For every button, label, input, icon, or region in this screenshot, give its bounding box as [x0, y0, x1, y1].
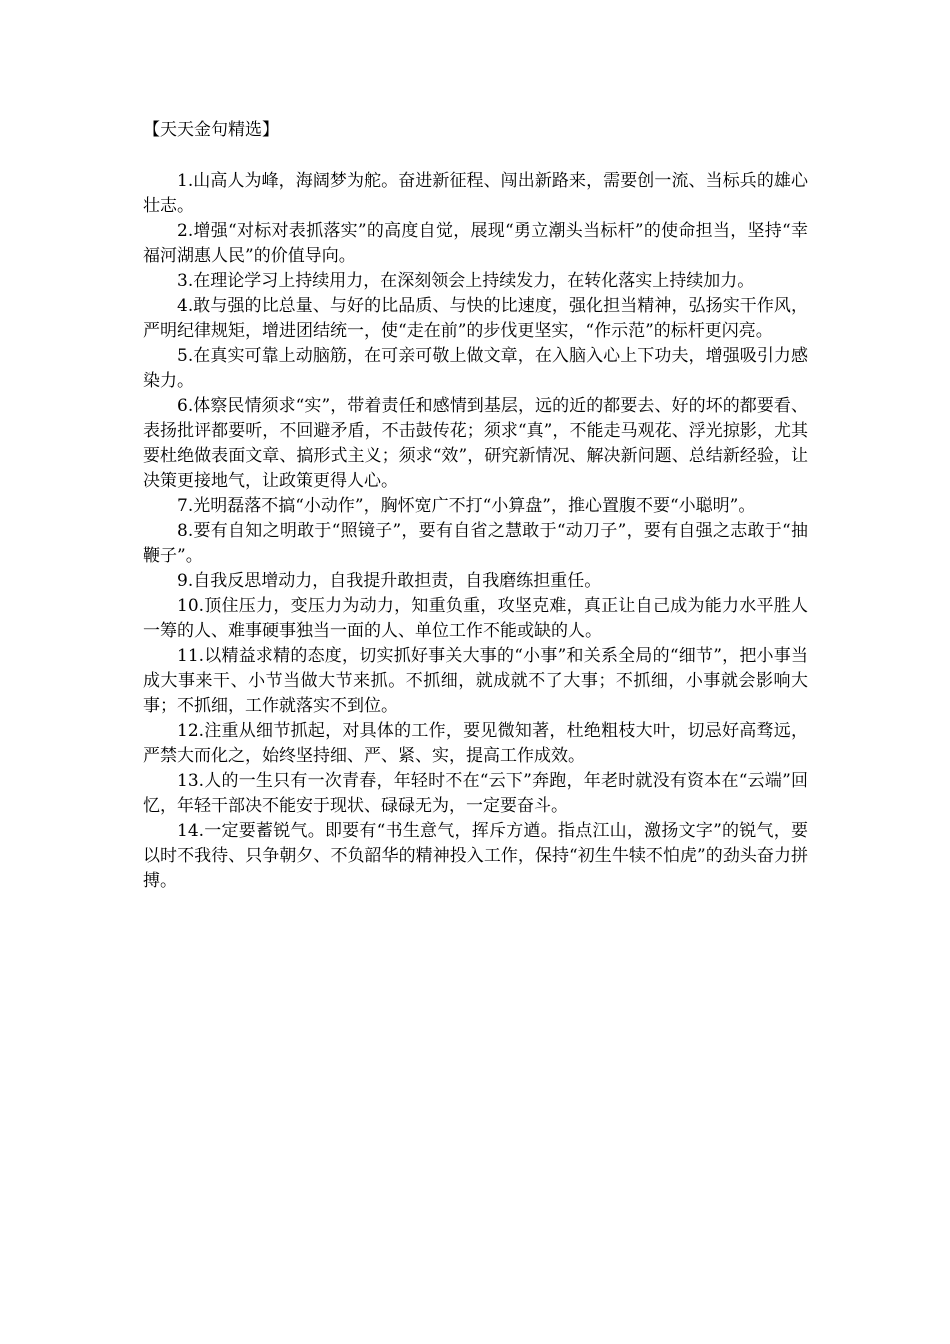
quote-item-3: 3.在理论学习上持续用力，在深刻领会上持续发力，在转化落实上持续加力。: [177, 271, 755, 291]
quote-item-6: 6.体察民情须求“实”，带着责任和感情到基层，远的近的都要去、好的坏的都要看、表扬批评都要听，不回避矛盾，不击鼓传花；须求“真”，不能走马观花、浮光掠影，尤其要杜绝做表面文章、搞形式主义；须求“效”，研究新情况、解决新问题、总结新经验，让决策更接地气，让政策更得人心。: [143, 396, 808, 491]
quote-item-13: 13.人的一生只有一次青春，年轻时不在“云下”奔跑，年老时就没有资本在“云端”回忆，年轻干部决不能安于现状、碌碌无为，一定要奋斗。: [143, 771, 808, 816]
quote-item-12: 12.注重从细节抓起，对具体的工作，要见微知著，杜绝粗枝大叶，切忌好高骛远，严禁大而化之，始终坚持细、严、紧、实，提高工作成效。: [143, 721, 808, 766]
document-body: [143, 118, 808, 894]
quote-item-1: 1.山高人为峰，海阔梦为舵。奋进新征程、闯出新路来，需要创一流、当标兵的雄心壮志。: [143, 171, 808, 216]
quote-item-9: 9.自我反思增动力，自我提升敢担责，自我磨练担重任。: [177, 571, 602, 591]
quote-item-2: 2.增强“对标对表抓落实”的高度自觉，展现“勇立潮头当标杆”的使命担当，坚持“幸福河湖惠人民”的价值导向。: [143, 221, 808, 266]
quote-item-8: 8.要有自知之明敢于“照镜子”，要有自省之慧敢于“动刀子”，要有自强之志敢于“抽鞭子”。: [143, 521, 808, 566]
quote-item-4: 4.敢与强的比总量、与好的比品质、与快的比速度，强化担当精神，弘扬实干作风，严明纪律规矩，增进团结统一，使“走在前”的步伐更坚实，“作示范”的标杆更闪亮。: [143, 296, 808, 341]
quote-item-14: 14.一定要蓄锐气。即要有“书生意气，挥斥方遒。指点江山，激扬文字”的锐气，要以时不我待、只争朝夕、不负韶华的精神投入工作，保持“初生牛犊不怕虎”的劲头奋力拼搏。: [143, 821, 808, 891]
quote-item-5: 5.在真实可靠上动脑筋，在可亲可敬上做文章，在入脑入心上下功夫，增强吸引力感染力。: [143, 346, 808, 391]
document-title: 【天天金句精选】: [143, 120, 279, 140]
quote-item-7: 7.光明磊落不搞“小动作”，胸怀宽广不打“小算盘”，推心置腹不要“小聪明”。: [177, 496, 756, 516]
quote-item-11: 11.以精益求精的态度，切实抓好事关大事的“小事”和关系全局的“细节”，把小事当成大事来干、小节当做大节来抓。不抓细，就成就不了大事；不抓细，小事就会影响大事；不抓细，工作就落实不到位。: [143, 646, 808, 716]
quote-item-10: 10.顶住压力，变压力为动力，知重负重，攻坚克难，真正让自己成为能力水平胜人一筹的人、难事硬事独当一面的人、单位工作不能或缺的人。: [143, 596, 808, 641]
